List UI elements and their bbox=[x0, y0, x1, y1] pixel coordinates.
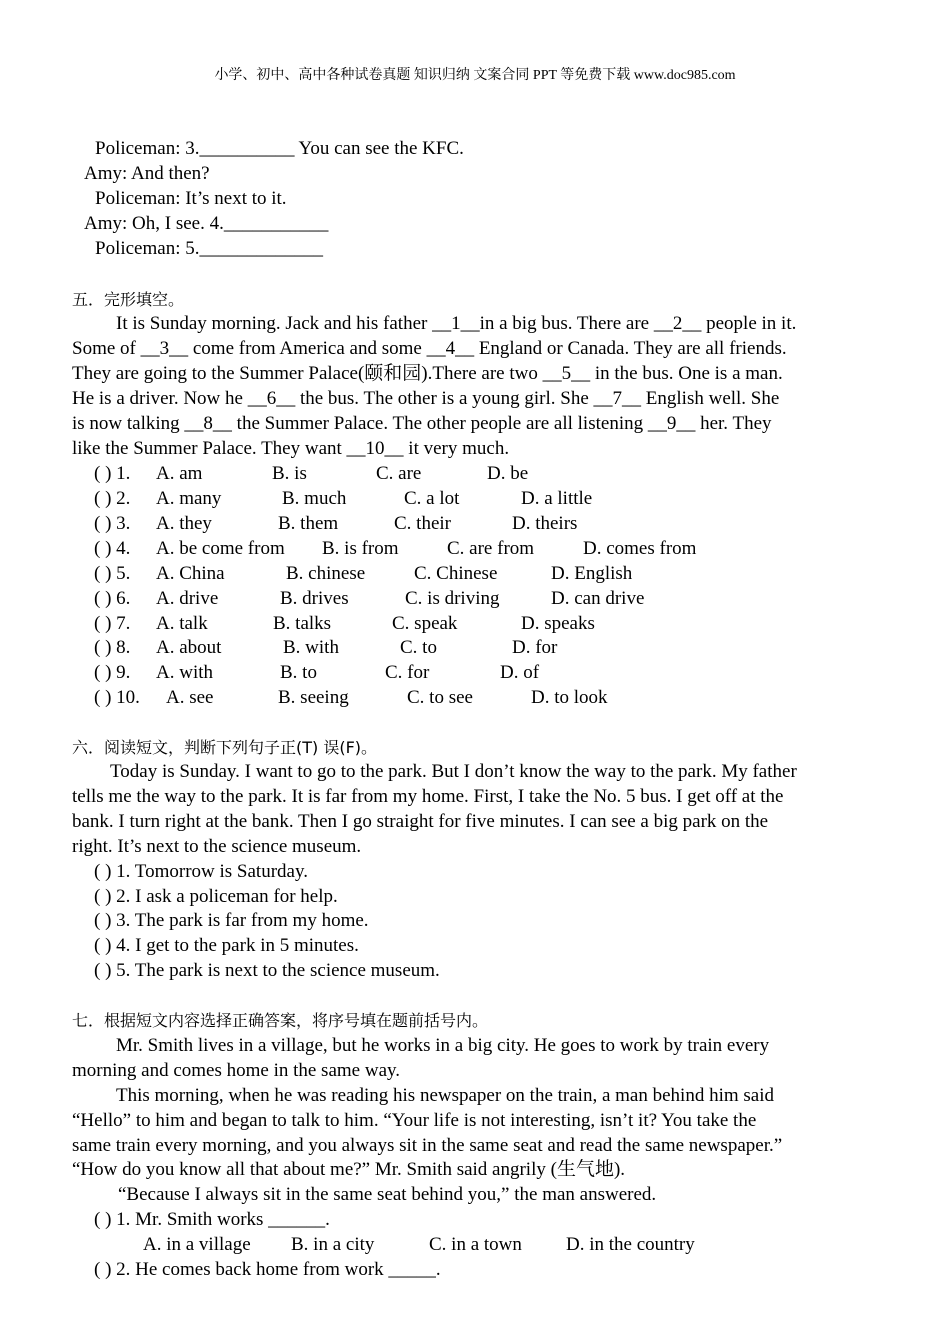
section-7-paragraph-line: “Because I always sit in the same seat behind you,” the man answered. bbox=[118, 1184, 657, 1205]
option-b: B. is bbox=[272, 463, 307, 484]
option-a: A. drive bbox=[156, 588, 219, 609]
question-number: ( ) 5. bbox=[94, 563, 131, 584]
question-number: ( ) 8. bbox=[94, 637, 131, 658]
dialogue-line: Amy: Oh, I see. 4.___________ bbox=[84, 213, 329, 234]
section-7-title: 七．根据短文内容选择正确答案，将序号填在题前括号内。 bbox=[72, 1011, 489, 1030]
section-5-passage-line: is now talking __8__ the Summer Palace. The other people are all listening __9__ her. They bbox=[72, 413, 772, 434]
option-c: C. speak bbox=[392, 613, 458, 634]
section-5-passage-line: like the Summer Palace. They want __10__ it very much. bbox=[72, 438, 510, 459]
question-number: ( ) 4. bbox=[94, 538, 131, 559]
question-number: ( ) 7. bbox=[94, 613, 131, 634]
option-c: C. a lot bbox=[404, 488, 460, 509]
option-c: C. in a town bbox=[429, 1234, 522, 1255]
statement: ( ) 3. The park is far from my home. bbox=[94, 910, 369, 931]
option-b: B. chinese bbox=[286, 563, 366, 584]
statement: ( ) 2. I ask a policeman for help. bbox=[94, 886, 338, 907]
option-c: C. to see bbox=[407, 687, 473, 708]
page-header: 小学、初中、高中各种试卷真题 知识归纳 文案合同 PPT 等免费下载 www.doc985.com bbox=[214, 68, 736, 83]
option-c: C. are bbox=[376, 463, 422, 484]
option-d: D. comes from bbox=[583, 538, 697, 559]
option-a: A. be come from bbox=[156, 538, 285, 559]
question-number: ( ) 10. bbox=[94, 687, 140, 708]
option-d: D. for bbox=[512, 637, 558, 658]
option-b: B. with bbox=[283, 637, 339, 658]
option-d: D. speaks bbox=[521, 613, 595, 634]
section-5-passage-line: It is Sunday morning. Jack and his father __1__in a big bus. There are __2__ people in it. bbox=[116, 313, 797, 334]
option-c: C. is driving bbox=[405, 588, 500, 609]
section-7-paragraph-line: morning and comes home in the same way. bbox=[72, 1060, 401, 1081]
option-a: A. see bbox=[166, 687, 214, 708]
option-c: C. to bbox=[400, 637, 437, 658]
option-b: B. seeing bbox=[278, 687, 349, 708]
option-d: D. in the country bbox=[566, 1234, 695, 1255]
option-a: A. many bbox=[156, 488, 222, 509]
option-d: D. can drive bbox=[551, 588, 645, 609]
statement: ( ) 5. The park is next to the science museum. bbox=[94, 960, 440, 981]
option-c: C. are from bbox=[447, 538, 535, 559]
dialogue-line: Policeman: 5._____________ bbox=[95, 238, 323, 259]
section-7-paragraph-line: “How do you know all that about me?” Mr. Smith said angrily (生气地). bbox=[72, 1159, 626, 1180]
option-b: B. is from bbox=[322, 538, 399, 559]
section-6-title: 六．阅读短文，判断下列句子正(T) 误(F)。 bbox=[72, 738, 378, 757]
option-b: B. much bbox=[282, 488, 347, 509]
question-row: ( ) 1. Mr. Smith works ______. bbox=[94, 1209, 330, 1230]
section-6-passage-line: tells me the way to the park. It is far from my home. First, I take the No. 5 bus. I get off at the bbox=[72, 786, 784, 807]
option-a: A. with bbox=[156, 662, 213, 683]
question-number: ( ) 3. bbox=[94, 513, 131, 534]
option-a: A. in a village bbox=[143, 1234, 251, 1255]
option-a: A. they bbox=[156, 513, 212, 534]
option-c: C. their bbox=[394, 513, 451, 534]
option-d: D. to look bbox=[531, 687, 608, 708]
option-b: B. talks bbox=[273, 613, 332, 634]
option-b: B. in a city bbox=[291, 1234, 375, 1255]
question-number: ( ) 9. bbox=[94, 662, 131, 683]
statement: ( ) 4. I get to the park in 5 minutes. bbox=[94, 935, 359, 956]
section-7-paragraph-line: Mr. Smith lives in a village, but he works in a big city. He goes to work by train every bbox=[116, 1035, 770, 1056]
statement: ( ) 1. Tomorrow is Saturday. bbox=[94, 861, 308, 882]
option-a: A. am bbox=[156, 463, 203, 484]
option-d: D. English bbox=[551, 563, 633, 584]
question-number: ( ) 6. bbox=[94, 588, 131, 609]
section-6-passage-line: Today is Sunday. I want to go to the park. But I don’t know the way to the park. My father bbox=[110, 761, 797, 782]
option-d: D. theirs bbox=[512, 513, 578, 534]
option-b: B. to bbox=[280, 662, 317, 683]
option-d: D. of bbox=[500, 662, 540, 683]
question-number: ( ) 2. bbox=[94, 488, 131, 509]
dialogue-line: Policeman: It’s next to it. bbox=[95, 188, 287, 209]
option-d: D. be bbox=[487, 463, 529, 484]
section-5-passage-line: Some of __3__ come from America and some __4__ England or Canada. They are all friends. bbox=[72, 338, 787, 359]
option-c: C. for bbox=[385, 662, 430, 683]
option-b: B. drives bbox=[280, 588, 349, 609]
option-a: A. about bbox=[156, 637, 222, 658]
question-number: ( ) 1. bbox=[94, 463, 131, 484]
dialogue-line: Policeman: 3.__________ You can see the KFC. bbox=[95, 138, 464, 159]
section-7-paragraph-line: “Hello” to him and began to talk to him. “Your life is not interesting, isn’t it? You take the bbox=[72, 1110, 757, 1131]
section-7-paragraph-line: same train every morning, and you always sit in the same seat and read the same newspaper.” bbox=[72, 1135, 783, 1156]
section-7-paragraph-line: This morning, when he was reading his newspaper on the train, a man behind him said bbox=[116, 1085, 774, 1106]
question-row: ( ) 2. He comes back home from work _____. bbox=[94, 1259, 441, 1280]
option-a: A. talk bbox=[156, 613, 208, 634]
option-c: C. Chinese bbox=[414, 563, 498, 584]
dialogue-line: Amy: And then? bbox=[84, 163, 210, 184]
section-5-passage-line: They are going to the Summer Palace(颐和园).There are two __5__ in the bus. One is a man. bbox=[72, 363, 783, 384]
option-d: D. a little bbox=[521, 488, 593, 509]
section-6-passage-line: bank. I turn right at the bank. Then I go straight for five minutes. I can see a big park on the bbox=[72, 811, 769, 832]
section-5-passage-line: He is a driver. Now he __6__ the bus. The other is a young girl. She __7__ English well. She bbox=[72, 388, 780, 409]
section-5-title: 五．完形填空。 bbox=[72, 290, 185, 309]
section-6-passage-line: right. It’s next to the science museum. bbox=[72, 836, 362, 857]
option-b: B. them bbox=[278, 513, 339, 534]
option-a: A. China bbox=[156, 563, 225, 584]
